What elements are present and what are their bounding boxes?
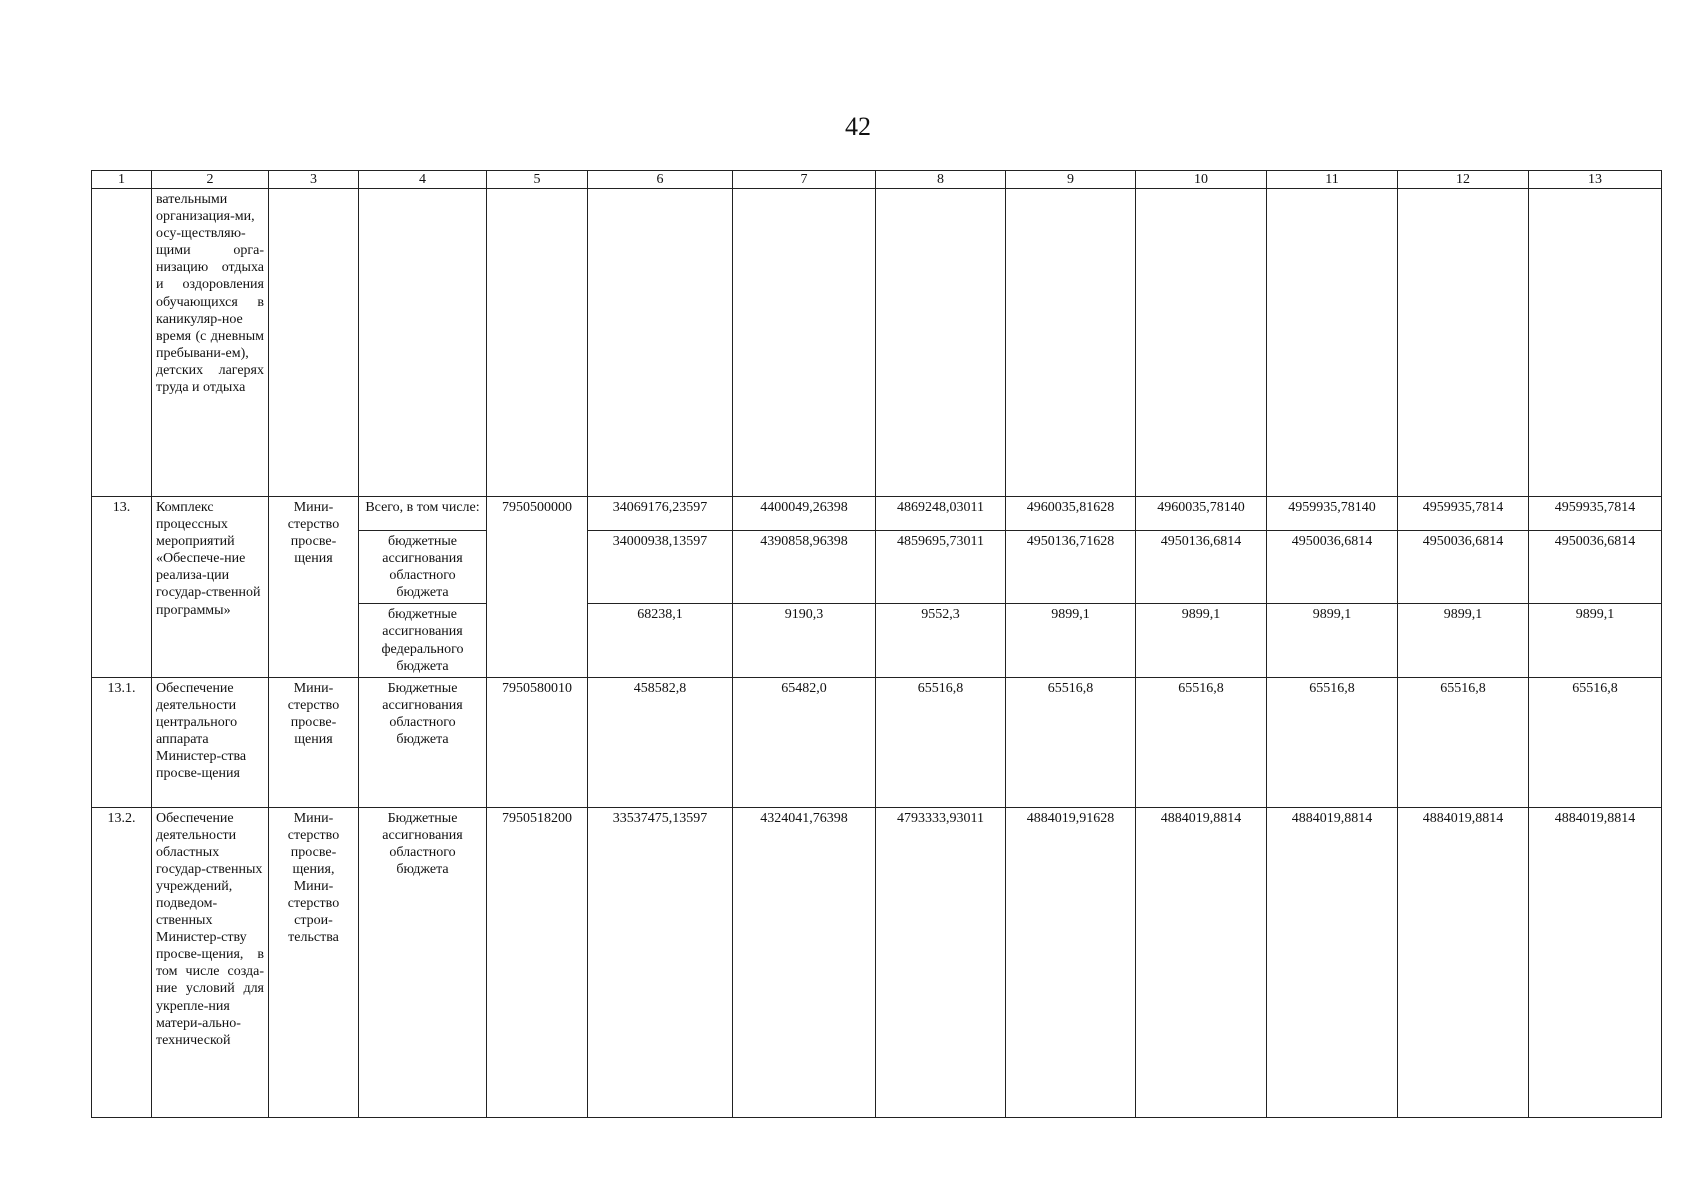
value-cell: 4884019,8814: [1529, 807, 1662, 1117]
value-cell: 65482,0: [733, 677, 876, 807]
value-cell: 4950136,71628: [1006, 531, 1136, 604]
value-cell: 65516,8: [876, 677, 1006, 807]
value-cell: 65516,8: [1398, 677, 1529, 807]
value-cell: 4950036,6814: [1529, 531, 1662, 604]
value-cell: 65516,8: [1006, 677, 1136, 807]
code-cell: 7950500000: [487, 497, 588, 678]
column-header: 13: [1529, 171, 1662, 189]
item-name-cell: Комплекс процессных мероприятий «Обеспече-ние реализа-ции государ-ственной программы»: [152, 497, 269, 678]
row-13-total: [92, 497, 1662, 531]
executor-cell: Мини-стерство просве-щения: [269, 497, 359, 678]
value-cell: 33537475,13597: [588, 807, 733, 1117]
value-cell: 68238,1: [588, 604, 733, 677]
executor-cell: Мини-стерство просве-щения, Мини-стерство строи-тельства: [269, 807, 359, 1117]
item-name-cell: Обеспечение деятельности центрального аппарата Министер-ства просве-щения: [152, 677, 269, 807]
column-header: 8: [876, 171, 1006, 189]
item-name-cell: Обеспечение деятельности областных государ-ственных учреждений, подведом-ственных Министер-ству просве-щения, в том числе созда-ние условий для укрепле-ния матери-ально-технической: [152, 807, 269, 1117]
column-header: 2: [152, 171, 269, 189]
column-header: 3: [269, 171, 359, 189]
empty-cell: [1529, 189, 1662, 497]
value-cell: 4400049,26398: [733, 497, 876, 531]
row-number-cell: [92, 189, 152, 497]
funding-source-cell: Бюджетные ассигнования областного бюджета: [359, 677, 487, 807]
funding-source-cell: Всего, в том числе:: [359, 497, 487, 531]
empty-cell: [1398, 189, 1529, 497]
column-header: 1: [92, 171, 152, 189]
value-cell: 9899,1: [1136, 604, 1267, 677]
value-cell: 34000938,13597: [588, 531, 733, 604]
funding-source-cell: бюджетные ассигнования областного бюджета: [359, 531, 487, 604]
value-cell: 4793333,93011: [876, 807, 1006, 1117]
code-cell: 7950518200: [487, 807, 588, 1117]
column-header: 12: [1398, 171, 1529, 189]
value-cell: 4884019,8814: [1398, 807, 1529, 1117]
column-header: 7: [733, 171, 876, 189]
column-header: 6: [588, 171, 733, 189]
row-13-2: [92, 807, 1662, 1117]
value-cell: 4960035,78140: [1136, 497, 1267, 531]
column-number-row: [92, 171, 1662, 189]
column-header: 4: [359, 171, 487, 189]
column-header: 5: [487, 171, 588, 189]
value-cell: 9899,1: [1398, 604, 1529, 677]
value-cell: 4884019,91628: [1006, 807, 1136, 1117]
value-cell: 9899,1: [1006, 604, 1136, 677]
value-cell: 4950036,6814: [1267, 531, 1398, 604]
row-13-1: [92, 677, 1662, 807]
value-cell: 4324041,76398: [733, 807, 876, 1117]
value-cell: 65516,8: [1529, 677, 1662, 807]
value-cell: 9899,1: [1529, 604, 1662, 677]
column-header: 11: [1267, 171, 1398, 189]
empty-cell: [588, 189, 733, 497]
value-cell: 9899,1: [1267, 604, 1398, 677]
empty-cell: [1136, 189, 1267, 497]
code-cell: 7950580010: [487, 677, 588, 807]
empty-cell: [487, 189, 588, 497]
value-cell: 4959935,7814: [1529, 497, 1662, 531]
value-cell: 4950136,6814: [1136, 531, 1267, 604]
executor-cell: Мини-стерство просве-щения: [269, 677, 359, 807]
column-header: 9: [1006, 171, 1136, 189]
column-header: 10: [1136, 171, 1267, 189]
value-cell: 4884019,8814: [1267, 807, 1398, 1117]
value-cell: 9552,3: [876, 604, 1006, 677]
value-cell: 4960035,81628: [1006, 497, 1136, 531]
empty-cell: [1267, 189, 1398, 497]
row-number-cell: 13.1.: [92, 677, 152, 807]
funding-source-cell: бюджетные ассигнования федерального бюджета: [359, 604, 487, 677]
row-number-cell: 13.: [92, 497, 152, 678]
value-cell: 9190,3: [733, 604, 876, 677]
value-cell: 65516,8: [1136, 677, 1267, 807]
value-cell: 458582,8: [588, 677, 733, 807]
value-cell: 4884019,8814: [1136, 807, 1267, 1117]
value-cell: 4869248,03011: [876, 497, 1006, 531]
empty-cell: [1006, 189, 1136, 497]
budget-table: [91, 170, 1662, 1118]
empty-cell: [359, 189, 487, 497]
value-cell: 4950036,6814: [1398, 531, 1529, 604]
value-cell: 4859695,73011: [876, 531, 1006, 604]
value-cell: 4959935,78140: [1267, 497, 1398, 531]
item-name-cell: вательными организация-ми, осу-ществляю-щими орга-низацию отдыха и оздоровления обучающихся в каникуляр-ное время (с дневным пребывани-ем), детских лагерях труда и отдыха: [152, 189, 269, 497]
value-cell: 34069176,23597: [588, 497, 733, 531]
value-cell: 65516,8: [1267, 677, 1398, 807]
continuation-row: [92, 189, 1662, 497]
value-cell: 4959935,7814: [1398, 497, 1529, 531]
empty-cell: [269, 189, 359, 497]
funding-source-cell: Бюджетные ассигнования областного бюджета: [359, 807, 487, 1117]
row-number-cell: 13.2.: [92, 807, 152, 1117]
page-number: 42: [845, 112, 871, 141]
value-cell: 4390858,96398: [733, 531, 876, 604]
empty-cell: [876, 189, 1006, 497]
empty-cell: [733, 189, 876, 497]
